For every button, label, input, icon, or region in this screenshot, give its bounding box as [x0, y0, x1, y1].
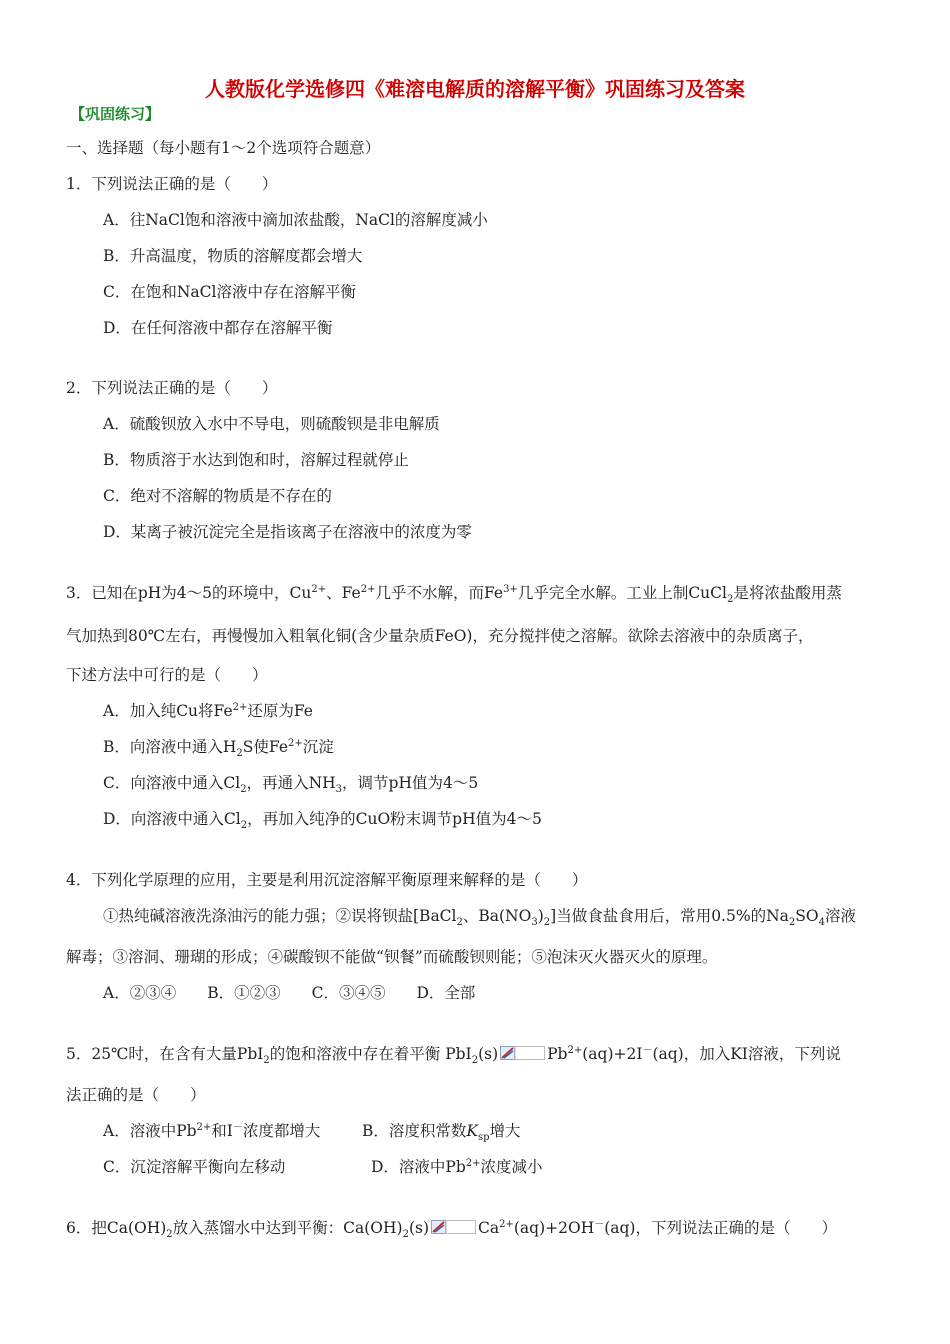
question-2-stem: 2．下列说法正确的是（ ）	[66, 379, 278, 397]
question-3-option-a: A．加入纯Cu将$Fe^{2+}$还原为Fe	[103, 701, 313, 720]
question-3-option-c: C．向溶液中通入$Cl_2$，再通入$NH_3$，调节pH值为4～5	[103, 774, 479, 796]
question-5-option-a: A．溶液中$Pb^{2+}$和I－浓度都增大	[103, 1121, 321, 1140]
question-3-stem-line-3: 下述方法中可行的是（ ）	[66, 666, 268, 684]
section-heading: 【巩固练习】	[70, 105, 161, 123]
question-1-option-b: B．升高温度，物质的溶解度都会增大	[103, 247, 363, 265]
question-3-stem-line-1: 3．已知在pH为4～5的环境中，$Cu^{2+}$、$Fe^{2+}$几乎不水解，而$Fe^{3+}$几乎完全水解。工业上制CuCl$_2$是将浓盐酸用蒸	[66, 583, 842, 606]
question-3-option-d: D．向溶液中通入$Cl_2$，再加入纯净的CuO粉末调节pH值为4～5	[103, 810, 542, 832]
equilibrium-arrow-icon	[500, 1046, 545, 1060]
question-4-body-line-2: 解毒；③溶洞、珊瑚的形成；④碳酸钡不能做“钡餐”而硫酸钡则能；⑤泡沫灭火器灭火的原理。	[66, 948, 718, 966]
question-5-option-c: C．沉淀溶解平衡向左移动	[103, 1158, 286, 1176]
question-4-stem: 4．下列化学原理的应用，主要是利用沉淀溶解平衡原理来解释的是（ ）	[66, 871, 588, 889]
question-4-body-line-1: ①热纯碱溶液洗涤油污的能力强；②误将钡盐[BaCl$_2$、$Ba(NO_3)_2$]当做食盐食用后，常用0.5%的$Na_2SO_4$溶液	[103, 907, 856, 929]
question-3-stem-line-2: 气加热到80℃左右，再慢慢加入粗氧化铜(含少量杂质FeO)，充分搅拌使之溶解。欲除去溶液中的杂质离子，	[66, 627, 814, 645]
document-title: 人教版化学选修四《难溶电解质的溶解平衡》巩固练习及答案	[205, 77, 745, 101]
question-6-stem: 6．把$Ca(OH)_2$放入蒸馏水中达到平衡：$Ca(OH)_2(s)$ $Ca^{2+}(aq)+2OH^-(aq)$，下列说法正确的是（ ）	[66, 1218, 837, 1241]
question-3-option-b: B．向溶液中通入$H_2S$使$Fe^{2+}$沉淀	[103, 737, 334, 760]
question-2-option-d: D．某离子被沉淀完全是指该离子在溶液中的浓度为零	[103, 523, 472, 541]
equilibrium-arrow-icon	[431, 1220, 476, 1234]
part-heading: 一、选择题（每小题有1～2个选项符合题意）	[66, 139, 381, 157]
question-1-stem: 1．下列说法正确的是（ ）	[66, 175, 278, 193]
question-5-stem-line-1: 5．25℃时，在含有大量PbI$_2$的饱和溶液中存在着平衡 PbI$_2$(s) $Pb^{2+}(aq)+2I^-(aq)$，加入KI溶液，下列说	[66, 1044, 841, 1067]
question-5-option-b: B．溶度积常数$K_{sp}$增大	[362, 1122, 521, 1144]
question-1-option-a: A．往NaCl饱和溶液中滴加浓盐酸，NaCl的溶解度减小	[103, 211, 488, 229]
question-1-option-c: C．在饱和NaCl溶液中存在溶解平衡	[103, 283, 356, 301]
question-5-stem-line-2: 法正确的是（ ）	[66, 1086, 206, 1104]
question-2-option-a: A．硫酸钡放入水中不导电，则硫酸钡是非电解质	[103, 415, 440, 433]
question-4-options: A．②③④ B．①②③ C．③④⑤ D．全部	[103, 984, 476, 1002]
question-2-option-c: C．绝对不溶解的物质是不存在的	[103, 487, 332, 505]
question-2-option-b: B．物质溶于水达到饱和时，溶解过程就停止	[103, 451, 409, 469]
question-5-option-d: D．溶液中$Pb^{2+}$浓度减小	[371, 1157, 543, 1176]
question-1-option-d: D．在任何溶液中都存在溶解平衡	[103, 319, 333, 337]
